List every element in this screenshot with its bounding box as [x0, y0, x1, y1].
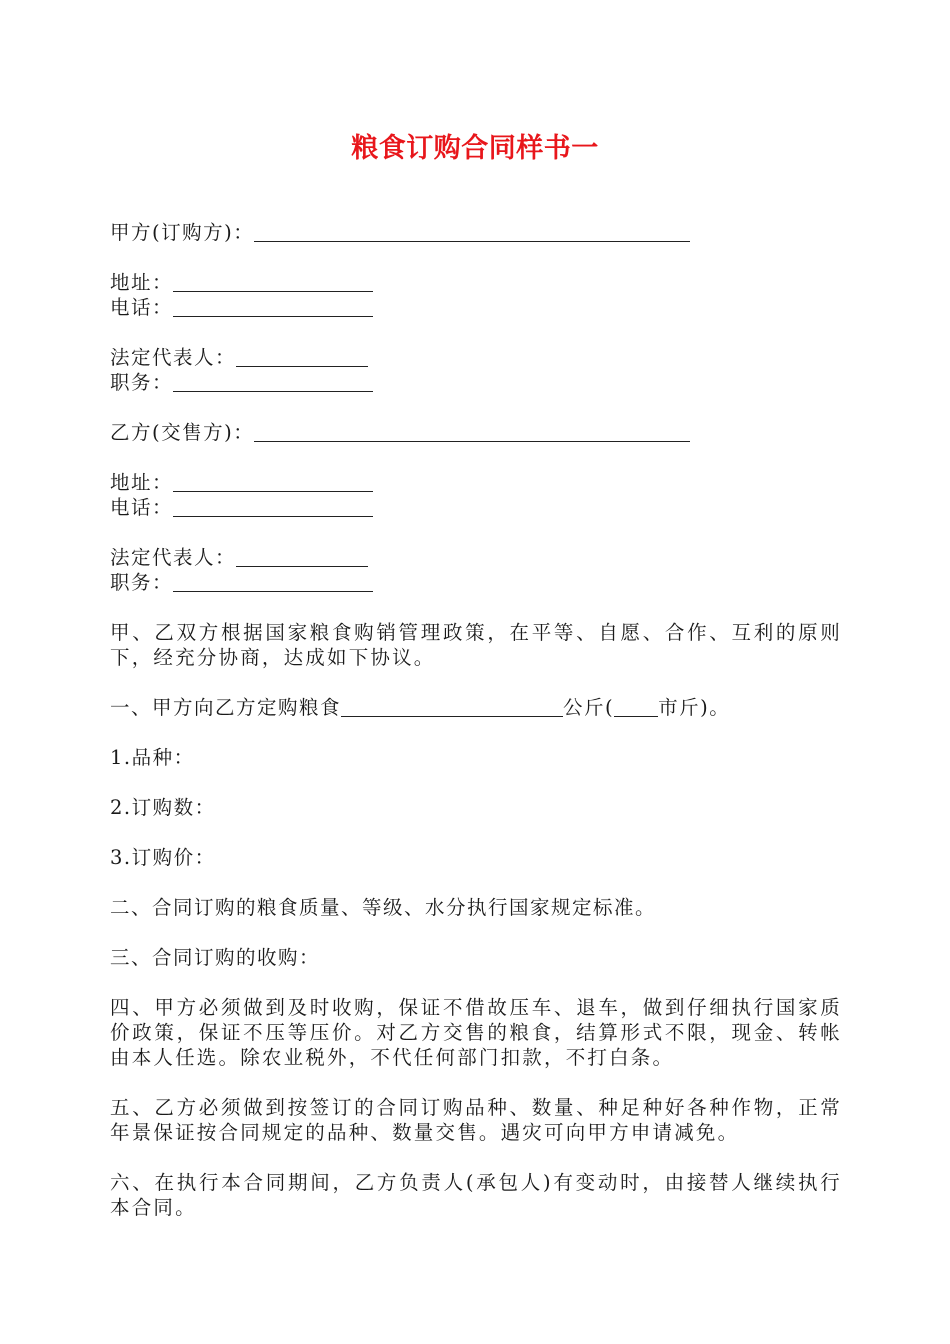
clause-1-suffix: 市斤)。 [658, 696, 731, 719]
party-b-position-blank[interactable] [173, 571, 373, 592]
party-b-blank[interactable] [254, 421, 690, 442]
party-b-phone-blank[interactable] [173, 496, 373, 517]
clause-1-jin-blank[interactable] [614, 696, 658, 717]
party-a-address-label: 地址： [110, 271, 174, 294]
party-a-line [110, 220, 690, 245]
party-b-phone-line [110, 495, 373, 520]
party-a-rep-label: 法定代表人： [110, 346, 237, 369]
clause-1-unit: 公斤( [563, 696, 615, 719]
clause-1 [110, 695, 730, 720]
item-variety: 1.品种： [110, 746, 195, 769]
item-price: 3.订购价： [110, 846, 216, 869]
clause-2: 二、合同订购的粮食质量、等级、水分执行国家规定标准。 [110, 896, 657, 919]
clause-3: 三、合同订购的收购： [110, 946, 321, 969]
clause-5: 五、乙方必须做到按签订的合同订购品种、数量、种足种好各种作物，正常年景保证按合同规定的品种、数量交售。遇灾可向甲方申请减免。 [110, 1096, 842, 1144]
party-a-address-line [110, 270, 373, 295]
party-b-address-blank[interactable] [173, 471, 373, 492]
party-b-position-label: 职务： [110, 571, 174, 594]
party-a-position-blank[interactable] [173, 371, 373, 392]
party-a-rep-line [110, 345, 368, 370]
party-b-rep-line [110, 545, 368, 570]
clause-1-prefix: 一、甲方向乙方定购粮食 [110, 696, 342, 719]
party-b-phone-label: 电话： [110, 496, 174, 519]
party-a-position-label: 职务： [110, 371, 174, 394]
party-b-label: 乙方(交售方)： [110, 421, 255, 444]
party-b-position-line [110, 570, 373, 595]
party-a-phone-label: 电话： [110, 296, 174, 319]
party-a-rep-blank[interactable] [236, 346, 368, 367]
party-a-position-line [110, 370, 373, 395]
party-a-phone-blank[interactable] [173, 296, 373, 317]
item-quantity: 2.订购数： [110, 796, 216, 819]
party-b-address-label: 地址： [110, 471, 174, 494]
page-title: 粮食订购合同样书一 [351, 133, 599, 164]
party-a-phone-line [110, 295, 373, 320]
party-b-address-line [110, 470, 373, 495]
party-b-rep-blank[interactable] [236, 546, 368, 567]
clause-6: 六、在执行本合同期间，乙方负责人(承包人)有变动时，由接替人继续执行本合同。 [110, 1171, 842, 1219]
party-a-blank[interactable] [254, 221, 690, 242]
intro-paragraph: 甲、乙双方根据国家粮食购销管理政策，在平等、自愿、合作、互利的原则下，经充分协商，达成如下协议。 [110, 621, 842, 669]
clause-4: 四、甲方必须做到及时收购，保证不借故压车、退车，做到仔细执行国家质价政策，保证不压等压价。对乙方交售的粮食，结算形式不限，现金、转帐由本人任选。除农业税外，不代任何部门扣款，不打白条。 [110, 996, 842, 1069]
party-b-line [110, 420, 690, 445]
party-a-address-blank[interactable] [173, 271, 373, 292]
party-a-label: 甲方(订购方)： [110, 221, 255, 244]
clause-1-quantity-blank[interactable] [341, 696, 563, 717]
party-b-rep-label: 法定代表人： [110, 546, 237, 569]
